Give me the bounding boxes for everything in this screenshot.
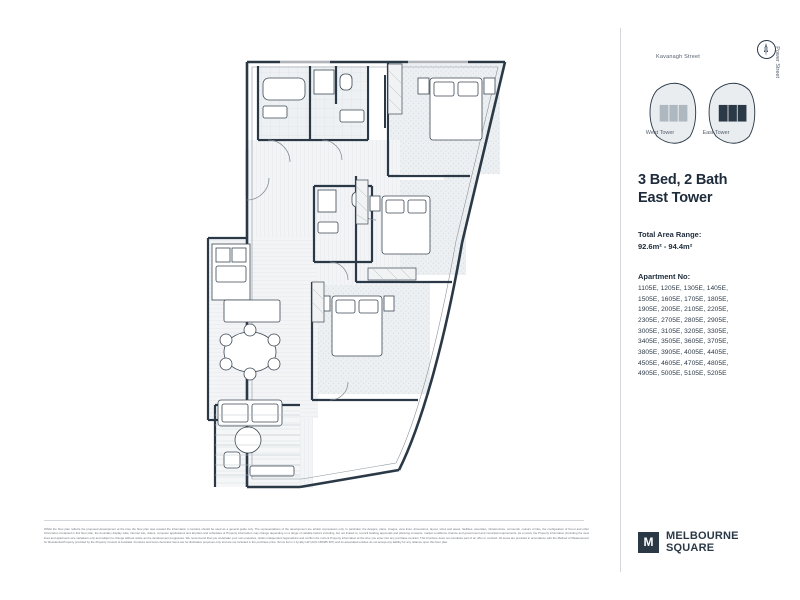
apartment-line: 1105E, 1205E, 1305E, 1405E, (638, 284, 728, 292)
page-title-line2: East Tower (638, 189, 713, 206)
apartment-no-list (638, 284, 778, 380)
panel-divider (620, 28, 621, 572)
apartment-no-label: Apartment No: (638, 271, 691, 281)
apartment-line: 1905E, 2005E, 2105E, 2205E, (638, 306, 729, 314)
page-title (638, 172, 778, 207)
apartment-line: 1505E, 1605E, 1705E, 1805E, (638, 295, 729, 303)
tower-label-west: West Tower (645, 130, 675, 136)
total-area-value: 92.6m² - 94.4m² (638, 241, 693, 251)
apartment-line: 3805E, 3905E, 4005E, 4405E, (638, 348, 729, 356)
info-panel (638, 40, 778, 380)
brand-mark-icon: M (638, 532, 659, 553)
apartment-line: 4505E, 4605E, 4705E, 4805E, (638, 359, 729, 367)
street-label-top: Kavanagh Street (656, 54, 700, 60)
total-area-label: Total Area Range: (638, 230, 702, 240)
brand-logo (638, 530, 739, 555)
key-plan (638, 40, 778, 170)
page-title-line1: 3 Bed, 2 Bath (638, 172, 728, 188)
apartment-line: 2305E, 2705E, 2805E, 2905E, (638, 316, 729, 324)
brand-name-line1: MELBOURNE (666, 530, 739, 542)
apartment-line: 4905E, 5005E, 5105E, 5205E (638, 370, 727, 378)
disclaimer-text: Whilst the floor plan reflects the proposed development at the time the floor plan was created the information it contains should be used as a general guide only. The representations of the development are artistic impressions only. In particular, the designs, plans, images, view lines, dimensions, layout, sizes and areas, facilities, amenities, infrastructure, surrounds, colours of tiles, the configuration of fit-out and other information contained in this floor plan, the boundary display suite, internet site, videos, computer applications and all plans and schedules of Property information may change depending on a range of variable factors including, but not limited to, council building approvals and planning consents, market conditions, finance and government and municipal requirements. As a result, the Property information (including the view lines and apartment size variations only and subject to change without notice as the development progresses. We recommend that you undertake your own enquiries, obtain independent legal advice and confirm the current Property information at the time you enter into any purchase contract. This brochure does not constitute part of an offer or contract. All areas are provided in accordance with the Method of Measurement for Residential Property provided by the Property Council of Australia. Furniture and items decorator items are for illustrative purposes only and are not included in the purchase price. Terms Form 1 by Etty LW (ACN 165465 307) and its associated entities do not accept any liability for any reliance upon this floor plan. (44, 527, 589, 545)
footer-divider (44, 520, 584, 521)
tower-label-east: East Tower (702, 130, 730, 136)
apartment-line: 3405E, 3505E, 3605E, 3705E, (638, 338, 729, 346)
key-plan-towers (644, 66, 764, 166)
brand-name (666, 530, 739, 555)
street-label-right: Power Street (774, 46, 780, 78)
brand-name-line2: SQUARE (666, 542, 715, 555)
apartment-line: 3005E, 3105E, 3205E, 3305E, (638, 327, 729, 335)
